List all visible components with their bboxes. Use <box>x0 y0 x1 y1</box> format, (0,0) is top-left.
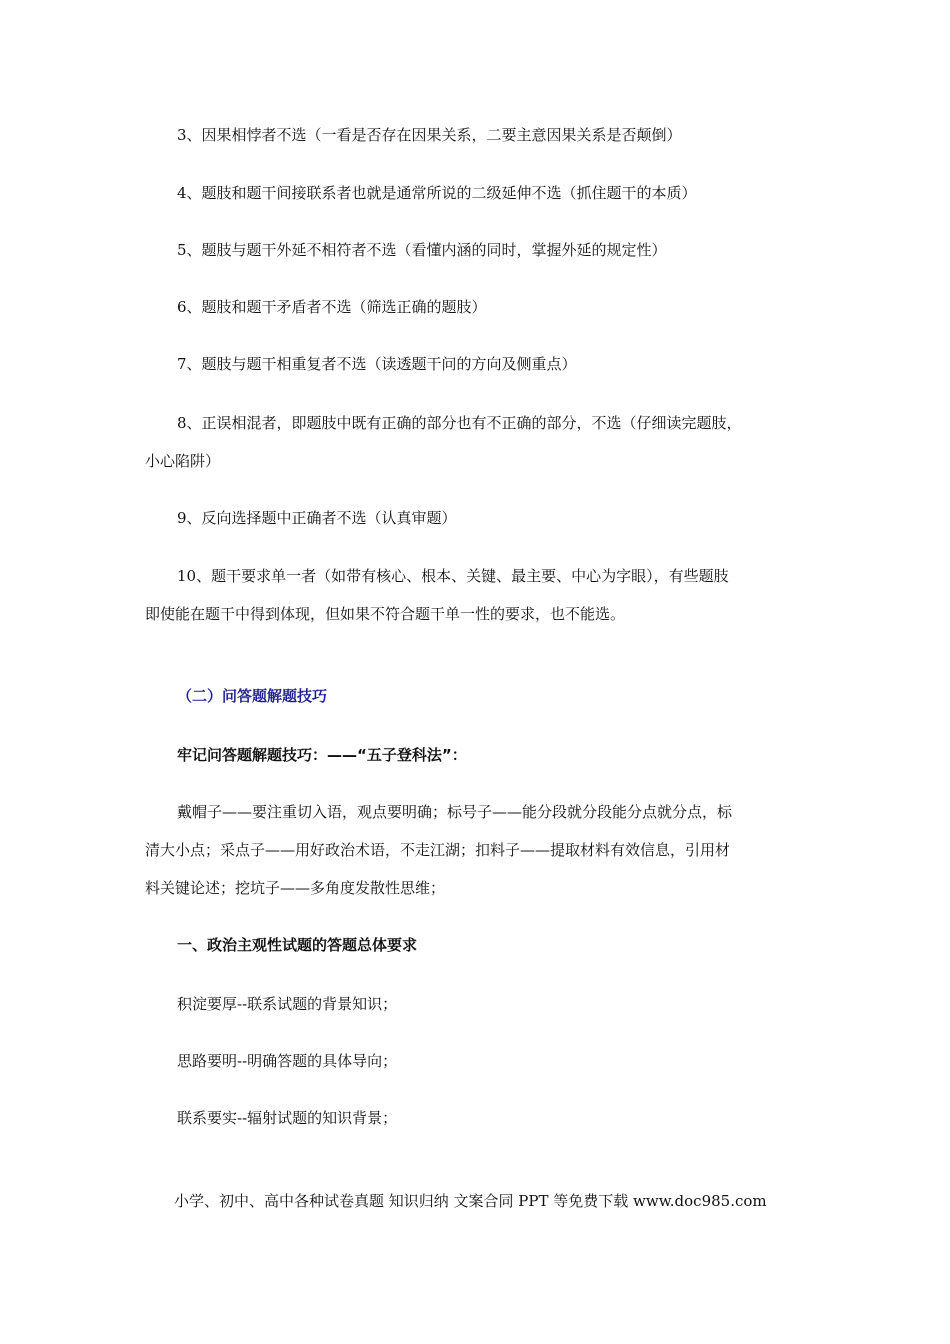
requirement-item: 思路要明--明确答题的具体导向； <box>177 1052 398 1070</box>
five-method-para-line3: 料关键论述；挖坑子——多角度发散性思维； <box>145 879 446 897</box>
rule-item-3: 3、因果相悖者不选（一看是否存在因果关系，二要主意因果关系是否颠倒） <box>177 126 682 144</box>
section-heading-requirements: 一、政治主观性试题的答题总体要求 <box>177 936 418 954</box>
rule-item-8-line2: 小心陷阱） <box>145 452 221 470</box>
rule-item-6: 6、题肢和题干矛盾者不选（筛选正确的题肢） <box>177 298 487 316</box>
rule-item-10-line2: 即使能在题干中得到体现，但如果不符合题干单一性的要求，也不能选。 <box>145 605 626 623</box>
five-method-para-line1: 戴帽子——要注重切入语，观点要明确；标号子——能分段就分段能分点就分点，标 <box>177 803 733 821</box>
five-method-para-line2: 清大小点；采点子——用好政治术语，不走江湖；扣料子——提取材料有效信息，引用材 <box>145 841 731 859</box>
rule-item-4: 4、题肢和题干间接联系者也就是通常所说的二级延伸不选（抓住题干的本质） <box>177 184 697 202</box>
rule-item-10-line1: 10、题干要求单一者（如带有核心、根本、关键、最主要、中心为字眼），有些题肢 <box>177 567 729 585</box>
requirement-item: 联系要实--辐射试题的知识背景； <box>177 1109 398 1127</box>
rule-item-9: 9、反向选择题中正确者不选（认真审题） <box>177 509 457 527</box>
rule-item-7: 7、题肢与题干相重复者不选（读透题干问的方向及侧重点） <box>177 355 577 373</box>
rule-item-8-line1: 8、正误相混者，即题肢中既有正确的部分也有不正确的部分，不选（仔细读完题肢， <box>177 414 742 432</box>
section-heading-qa: （二）问答题解题技巧 <box>177 687 328 705</box>
rule-item-5: 5、题肢与题干外延不相符者不选（看懂内涵的同时，掌握外延的规定性） <box>177 241 667 259</box>
page-footer: 小学、初中、高中各种试卷真题 知识归纳 文案合同 PPT 等免费下载 www.doc985.com <box>174 1192 767 1210</box>
requirement-item: 积淀要厚--联系试题的背景知识； <box>177 995 398 1013</box>
section-subheading-five-method: 牢记问答题解题技巧：——“五子登科法”： <box>177 746 467 764</box>
